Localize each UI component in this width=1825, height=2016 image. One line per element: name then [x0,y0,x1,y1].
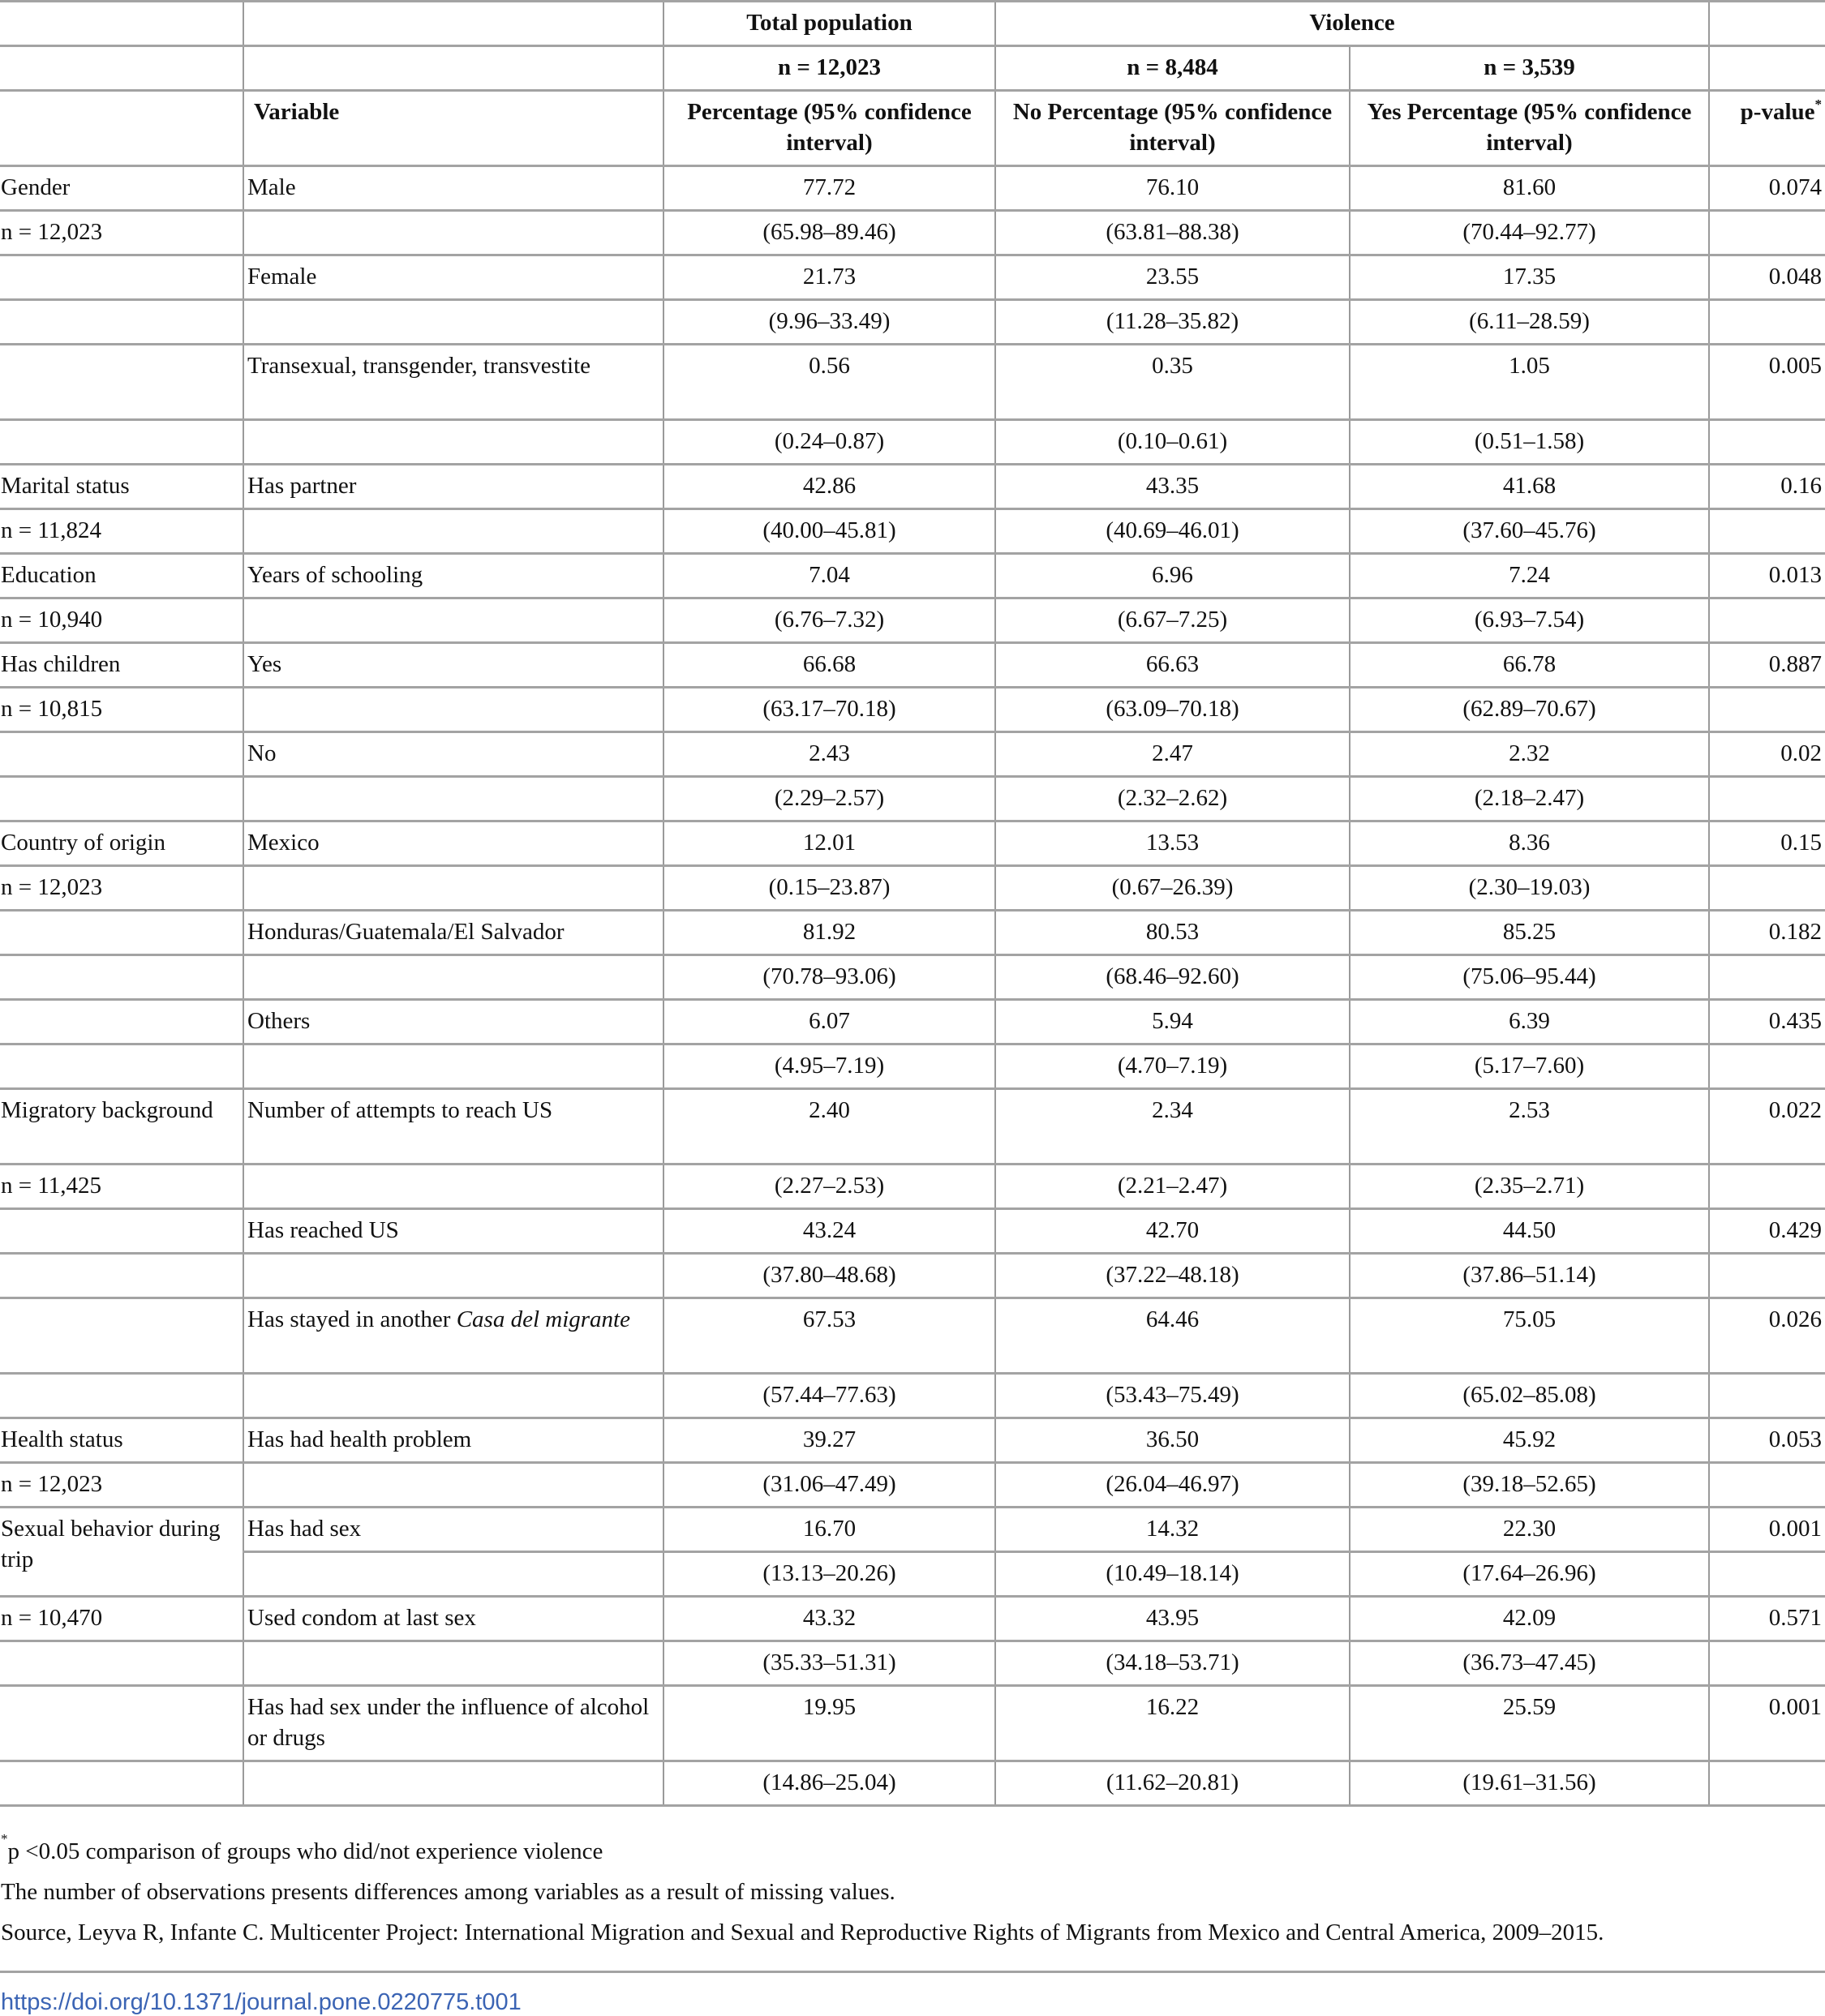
cell-violence-yes: 44.50 [1350,1209,1709,1254]
table-row [0,598,1825,643]
header-n-yes: n = 3,539 [1350,46,1709,91]
row-category-label [0,777,243,821]
table-header [0,2,1825,166]
table-row [0,465,1825,509]
row-category-label: Sexual behavior during trip [0,1508,243,1597]
table-row [0,1552,1825,1597]
cell-violence-no: 14.32 [995,1508,1350,1552]
cell-total: (6.76–7.32) [663,598,995,643]
row-category-label: n = 10,815 [0,688,243,732]
row-category-label [0,1000,243,1044]
header-col-yes: Yes Percentage (95% confidence interval) [1350,91,1709,166]
cell-violence-yes: 75.05 [1350,1298,1709,1374]
table-row [0,1165,1825,1209]
row-variable: Has had sex under the influence of alcohol or drugs [243,1686,663,1761]
cell-violence-no: 0.35 [995,345,1350,420]
cell-p-value [1709,688,1825,732]
cell-p-value: 0.429 [1709,1209,1825,1254]
header-row-n [0,46,1825,91]
cell-violence-yes: 6.39 [1350,1000,1709,1044]
row-category-label [0,1686,243,1761]
row-variable [243,1641,663,1686]
cell-violence-no: 76.10 [995,166,1350,211]
cell-violence-no: (10.49–18.14) [995,1552,1350,1597]
cell-total: 16.70 [663,1508,995,1552]
row-category-label [0,732,243,777]
row-category-label [0,1209,243,1254]
cell-p-value [1709,1463,1825,1508]
cell-violence-no: (6.67–7.25) [995,598,1350,643]
row-category-label: Migratory background [0,1089,243,1165]
variable-text: Has stayed in another [247,1306,457,1332]
cell-violence-no: (34.18–53.71) [995,1641,1350,1686]
row-variable [243,1463,663,1508]
cell-total: (57.44–77.63) [663,1374,995,1418]
cell-violence-no: (2.32–2.62) [995,777,1350,821]
cell-p-value [1709,300,1825,345]
doi-link[interactable]: https://doi.org/10.1371/journal.pone.0220775.t001 [1,1989,522,2015]
cell-p-value: 0.15 [1709,821,1825,866]
cell-total: (9.96–33.49) [663,300,995,345]
table-row [0,1686,1825,1761]
cell-violence-no: 5.94 [995,1000,1350,1044]
cell-violence-no: (37.22–48.18) [995,1254,1350,1298]
cell-violence-yes: (6.93–7.54) [1350,598,1709,643]
cell-total: (35.33–51.31) [663,1641,995,1686]
table-body [0,166,1825,1806]
table-row [0,688,1825,732]
row-category-label [0,300,243,345]
cell-p-value: 0.571 [1709,1597,1825,1641]
cell-violence-yes: 42.09 [1350,1597,1709,1641]
row-variable [243,420,663,465]
asterisk-mark: * [1814,97,1823,112]
cell-violence-no: 36.50 [995,1418,1350,1463]
cell-p-value: 0.022 [1709,1089,1825,1165]
cell-p-value [1709,955,1825,1000]
cell-total: 81.92 [663,911,995,955]
cell-violence-yes: (17.64–26.96) [1350,1552,1709,1597]
cell-violence-yes: (19.61–31.56) [1350,1761,1709,1806]
table-row [0,1597,1825,1641]
cell-violence-no: (11.62–20.81) [995,1761,1350,1806]
cell-p-value [1709,866,1825,911]
cell-violence-no: (2.21–2.47) [995,1165,1350,1209]
cell-total: 77.72 [663,166,995,211]
cell-violence-yes: (0.51–1.58) [1350,420,1709,465]
table-row [0,1463,1825,1508]
cell-p-value [1709,509,1825,554]
cell-violence-yes: (75.06–95.44) [1350,955,1709,1000]
header-empty [1709,2,1825,46]
header-empty [1709,46,1825,91]
table-row [0,732,1825,777]
cell-p-value [1709,1254,1825,1298]
table-row [0,911,1825,955]
cell-violence-yes: (5.17–7.60) [1350,1044,1709,1089]
cell-total: (4.95–7.19) [663,1044,995,1089]
footnote-text: p <0.05 comparison of groups who did/not experience violence [7,1838,603,1864]
cell-violence-no: (4.70–7.19) [995,1044,1350,1089]
cell-total: (0.15–23.87) [663,866,995,911]
header-row-groups [0,2,1825,46]
table-row [0,1254,1825,1298]
header-variable: Variable [243,91,663,166]
cell-p-value: 0.02 [1709,732,1825,777]
cell-violence-no: 23.55 [995,255,1350,300]
cell-total: 43.32 [663,1597,995,1641]
row-variable: Transexual, transgender, transvestite [243,345,663,420]
row-category-label [0,345,243,420]
footnote-source: Source, Leyva R, Infante C. Multicenter Project: International Migration and Sexual and Reproductive Rights of Migrants from Mexico and Central America, 2009–2015. [1,1919,1604,1945]
row-category-label: Gender [0,166,243,211]
cell-violence-no: 42.70 [995,1209,1350,1254]
cell-p-value: 0.013 [1709,554,1825,598]
row-category-label: n = 11,425 [0,1165,243,1209]
cell-p-value [1709,1374,1825,1418]
header-n-total: n = 12,023 [663,46,995,91]
table-row [0,554,1825,598]
cell-p-value [1709,1044,1825,1089]
table-row [0,345,1825,420]
cell-violence-yes: 66.78 [1350,643,1709,688]
cell-violence-no: 80.53 [995,911,1350,955]
header-empty [243,2,663,46]
table-row [0,1209,1825,1254]
cell-total: (14.86–25.04) [663,1761,995,1806]
cell-violence-yes: 25.59 [1350,1686,1709,1761]
cell-total: (40.00–45.81) [663,509,995,554]
cell-violence-yes: 1.05 [1350,345,1709,420]
table-row [0,1044,1825,1089]
row-category-label [0,1761,243,1806]
row-category-label [0,1641,243,1686]
table-row [0,420,1825,465]
header-col-total: Percentage (95% confidence interval) [663,91,995,166]
header-empty [0,46,243,91]
row-variable: Others [243,1000,663,1044]
row-category-label: Marital status [0,465,243,509]
cell-violence-no: (68.46–92.60) [995,955,1350,1000]
row-variable [243,1298,663,1374]
cell-total: 12.01 [663,821,995,866]
row-variable [243,211,663,255]
table-row [0,166,1825,211]
table-row [0,1508,1825,1552]
cell-total: (31.06–47.49) [663,1463,995,1508]
header-violence: Violence [995,2,1709,46]
cell-violence-yes: 22.30 [1350,1508,1709,1552]
table-row [0,866,1825,911]
row-category-label: n = 10,940 [0,598,243,643]
table-row [0,1089,1825,1165]
cell-violence-yes: (2.18–2.47) [1350,777,1709,821]
variable-italic-text: Casa del migrante [456,1306,630,1332]
cell-violence-yes: (2.30–19.03) [1350,866,1709,911]
cell-violence-yes: (70.44–92.77) [1350,211,1709,255]
table-row [0,255,1825,300]
row-variable: Years of schooling [243,554,663,598]
row-category-label: Country of origin [0,821,243,866]
row-category-label: n = 11,824 [0,509,243,554]
row-variable: Has had sex [243,1508,663,1552]
row-variable [243,1761,663,1806]
row-variable [243,866,663,911]
table-row [0,1761,1825,1806]
table-footnotes [0,1831,1825,1973]
row-variable [243,955,663,1000]
row-variable [243,777,663,821]
cell-violence-yes: (62.89–70.67) [1350,688,1709,732]
cell-violence-yes: 7.24 [1350,554,1709,598]
cell-total: 7.04 [663,554,995,598]
asterisk-mark: * [1,1831,8,1847]
cell-violence-no: 43.35 [995,465,1350,509]
cell-violence-yes: 81.60 [1350,166,1709,211]
cell-p-value [1709,777,1825,821]
cell-violence-yes: 8.36 [1350,821,1709,866]
p-value-label: p-value [1740,99,1815,125]
row-category-label: n = 12,023 [0,1463,243,1508]
cell-p-value: 0.435 [1709,1000,1825,1044]
cell-p-value: 0.887 [1709,643,1825,688]
cell-violence-no: (63.09–70.18) [995,688,1350,732]
cell-total: 2.43 [663,732,995,777]
row-category-label [0,955,243,1000]
table-row [0,211,1825,255]
row-category-label: n = 12,023 [0,866,243,911]
cell-violence-no: 43.95 [995,1597,1350,1641]
cell-p-value: 0.026 [1709,1298,1825,1374]
cell-p-value: 0.053 [1709,1418,1825,1463]
table-row [0,509,1825,554]
footnote-observations: The number of observations presents differences among variables as a result of missing values. [1,1879,895,1905]
cell-violence-yes: 17.35 [1350,255,1709,300]
cell-violence-no: 16.22 [995,1686,1350,1761]
row-variable: Female [243,255,663,300]
cell-violence-yes: 41.68 [1350,465,1709,509]
cell-violence-yes: (37.60–45.76) [1350,509,1709,554]
table-row [0,300,1825,345]
cell-total: (70.78–93.06) [663,955,995,1000]
cell-total: 19.95 [663,1686,995,1761]
cell-violence-no: (26.04–46.97) [995,1463,1350,1508]
row-variable: Has had health problem [243,1418,663,1463]
cell-violence-yes: (6.11–28.59) [1350,300,1709,345]
header-col-no: No Percentage (95% confidence interval) [995,91,1350,166]
cell-total: 43.24 [663,1209,995,1254]
row-variable: Honduras/Guatemala/El Salvador [243,911,663,955]
row-variable [243,300,663,345]
header-total-population: Total population [663,2,995,46]
row-category-label [0,1298,243,1374]
cell-total: 67.53 [663,1298,995,1374]
cell-total: (2.29–2.57) [663,777,995,821]
cell-violence-yes: 2.53 [1350,1089,1709,1165]
row-category-label: n = 10,470 [0,1597,243,1641]
cell-total: (63.17–70.18) [663,688,995,732]
cell-violence-no: (63.81–88.38) [995,211,1350,255]
cell-p-value: 0.001 [1709,1508,1825,1552]
cell-p-value: 0.048 [1709,255,1825,300]
row-variable [243,1254,663,1298]
cell-p-value: 0.182 [1709,911,1825,955]
row-variable: Used condom at last sex [243,1597,663,1641]
header-empty [243,46,663,91]
row-category-label: n = 12,023 [0,211,243,255]
table-row [0,955,1825,1000]
cell-total: (2.27–2.53) [663,1165,995,1209]
row-category-label [0,1044,243,1089]
cell-p-value: 0.005 [1709,345,1825,420]
cell-total: 66.68 [663,643,995,688]
row-variable [243,1552,663,1597]
row-variable: Number of attempts to reach US [243,1089,663,1165]
header-n-no: n = 8,484 [995,46,1350,91]
row-category-label: Education [0,554,243,598]
row-variable [243,688,663,732]
cell-violence-no: 64.46 [995,1298,1350,1374]
cell-total: (37.80–48.68) [663,1254,995,1298]
table-row [0,1374,1825,1418]
table-row [0,1641,1825,1686]
row-variable: Mexico [243,821,663,866]
row-variable [243,598,663,643]
row-category-label: Has children [0,643,243,688]
table-row [0,1298,1825,1374]
cell-violence-yes: 2.32 [1350,732,1709,777]
cell-total: 2.40 [663,1089,995,1165]
table-row [0,643,1825,688]
cell-p-value [1709,1761,1825,1806]
table-row [0,777,1825,821]
table-row [0,1418,1825,1463]
cell-p-value: 0.16 [1709,465,1825,509]
cell-p-value: 0.001 [1709,1686,1825,1761]
row-variable: Yes [243,643,663,688]
row-variable [243,1044,663,1089]
cell-violence-yes: (65.02–85.08) [1350,1374,1709,1418]
cell-violence-no: (40.69–46.01) [995,509,1350,554]
cell-violence-yes: 85.25 [1350,911,1709,955]
cell-violence-no: 2.34 [995,1089,1350,1165]
header-row-columns [0,91,1825,166]
cell-violence-no: 2.47 [995,732,1350,777]
cell-total: (13.13–20.26) [663,1552,995,1597]
row-variable: No [243,732,663,777]
row-category-label: Health status [0,1418,243,1463]
row-category-label [0,911,243,955]
cell-total: 0.56 [663,345,995,420]
row-variable: Has partner [243,465,663,509]
cell-violence-no: 13.53 [995,821,1350,866]
table-row [0,1000,1825,1044]
footnote-significance [1,1831,1825,1872]
cell-total: (0.24–0.87) [663,420,995,465]
cell-violence-no: 6.96 [995,554,1350,598]
cell-p-value [1709,420,1825,465]
cell-p-value [1709,211,1825,255]
row-variable [243,1165,663,1209]
cell-total: 39.27 [663,1418,995,1463]
row-variable: Has reached US [243,1209,663,1254]
cell-total: 6.07 [663,1000,995,1044]
cell-violence-no: (0.67–26.39) [995,866,1350,911]
cell-total: 42.86 [663,465,995,509]
cell-violence-yes: (2.35–2.71) [1350,1165,1709,1209]
cell-total: 21.73 [663,255,995,300]
row-variable [243,509,663,554]
cell-violence-yes: (36.73–47.45) [1350,1641,1709,1686]
table-row [0,821,1825,866]
cell-p-value [1709,1165,1825,1209]
row-category-label [0,1254,243,1298]
cell-total: (65.98–89.46) [663,211,995,255]
cell-p-value [1709,598,1825,643]
cell-violence-yes: 45.92 [1350,1418,1709,1463]
header-empty [0,2,243,46]
row-category-label [0,255,243,300]
header-empty [0,91,243,166]
cell-violence-yes: (39.18–52.65) [1350,1463,1709,1508]
cell-p-value [1709,1552,1825,1597]
row-variable: Male [243,166,663,211]
cell-p-value [1709,1641,1825,1686]
cell-violence-no: (0.10–0.61) [995,420,1350,465]
cell-violence-no: (53.43–75.49) [995,1374,1350,1418]
row-category-label [0,1374,243,1418]
cell-violence-yes: (37.86–51.14) [1350,1254,1709,1298]
header-col-p [1709,91,1825,166]
cell-p-value: 0.074 [1709,166,1825,211]
row-variable [243,1374,663,1418]
cell-violence-no: (11.28–35.82) [995,300,1350,345]
row-category-label [0,420,243,465]
cell-violence-no: 66.63 [995,643,1350,688]
